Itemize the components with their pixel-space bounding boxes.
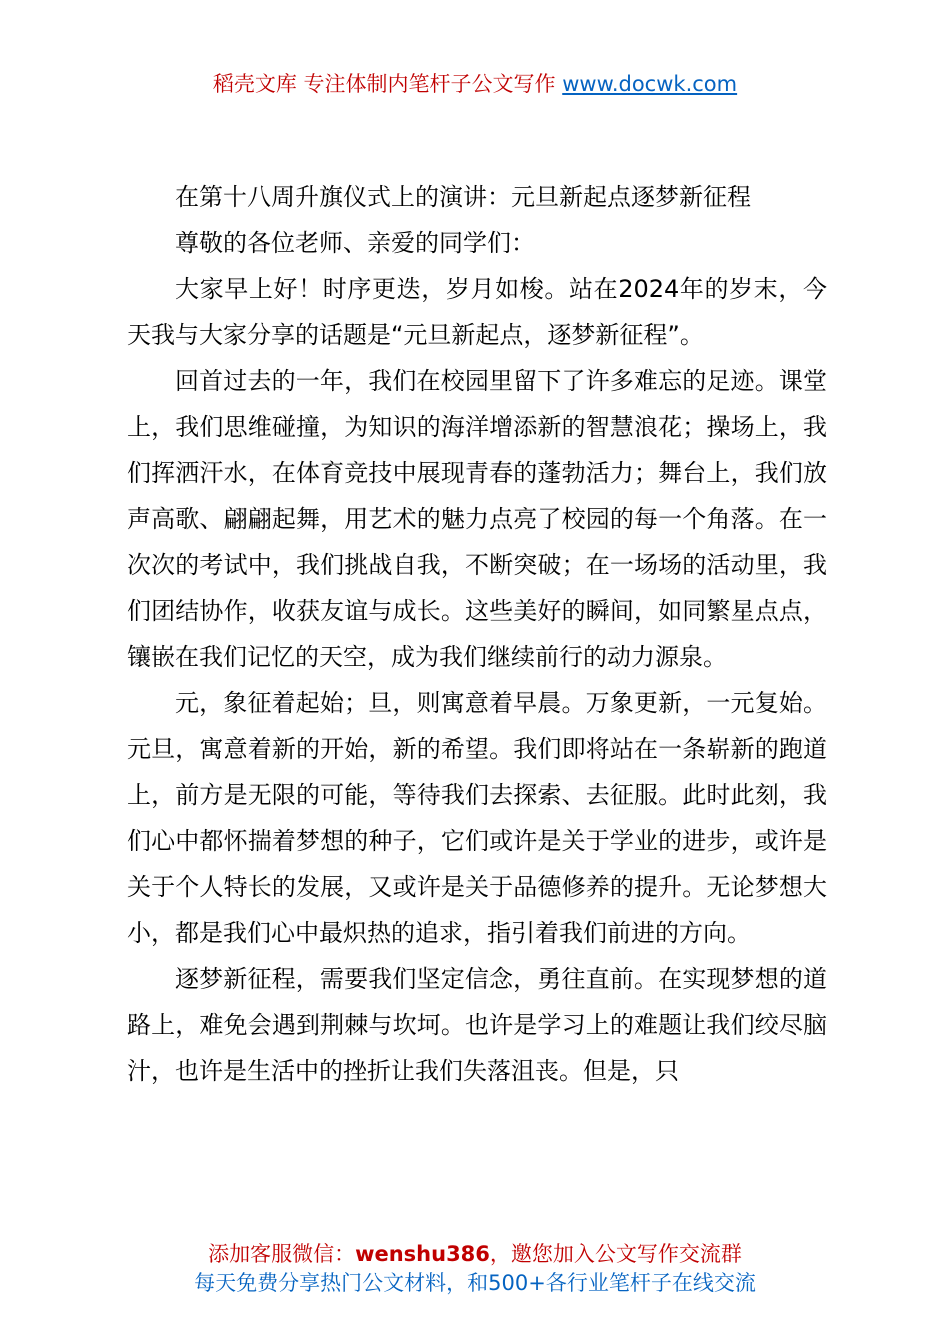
body-paragraph-3: 元，象征着起始；旦，则寓意着早晨。万象更新，一元复始。元旦，寓意着新的开始，新的希望。我们即将站在一条崭新的跑道上，前方是无限的可能，等待我们去探索、去征服。此时此刻，我们心中都怀揣着梦想的种子，它们或许是关于学业的进步，或许是关于个人特长的发展，又或许是关于品德修养的提升。无论梦想大小，都是我们心中最炽热的追求，指引着我们前进的方向。 (127, 689, 827, 947)
document-title: 在第十八周升旗仪式上的演讲：元旦新起点逐梦新征程 (175, 183, 751, 211)
footer-wechat-suffix: ，邀您加入公文写作交流群 (489, 1242, 742, 1266)
page-header (0, 70, 950, 98)
footer-wechat-line (0, 1240, 950, 1269)
header-website-link[interactable]: www.docwk.com (562, 72, 738, 96)
body-paragraph-2: 回首过去的一年，我们在校园里留下了许多难忘的足迹。课堂上，我们思维碰撞，为知识的海洋增添新的智慧浪花；操场上，我们挥洒汗水，在体育竞技中展现青春的蓬勃活力；舞台上，我们放声高歌、翩翩起舞，用艺术的魅力点亮了校园的每一个角落。在一次次的考试中，我们挑战自我，不断突破；在一场场的活动里，我们团结协作，收获友谊与成长。这些美好的瞬间，如同繁星点点，镶嵌在我们记忆的天空，成为我们继续前行的动力源泉。 (127, 367, 827, 671)
header-brand-text: 稻壳文库 专注体制内笔杆子公文写作 (212, 72, 563, 96)
footer-wechat-prefix: 添加客服微信： (208, 1242, 356, 1266)
document-body (127, 174, 827, 1094)
footer-share-line: 每天免费分享热门公文材料，和500+各行业笔杆子在线交流 (194, 1271, 756, 1295)
page-footer (0, 1240, 950, 1298)
body-paragraph-4: 逐梦新征程，需要我们坚定信念，勇往直前。在实现梦想的道路上，难免会遇到荆棘与坎坷。也许是学习上的难题让我们绞尽脑汁，也许是生活中的挫折让我们失落沮丧。但是，只 (127, 965, 827, 1085)
document-salutation: 尊敬的各位老师、亲爱的同学们： (175, 229, 535, 257)
footer-wechat-id: wenshu386 (355, 1242, 490, 1266)
body-paragraph-1: 大家早上好！时序更迭，岁月如梭。站在2024年的岁末，今天我与大家分享的话题是“元旦新起点，逐梦新征程”。 (127, 275, 827, 349)
